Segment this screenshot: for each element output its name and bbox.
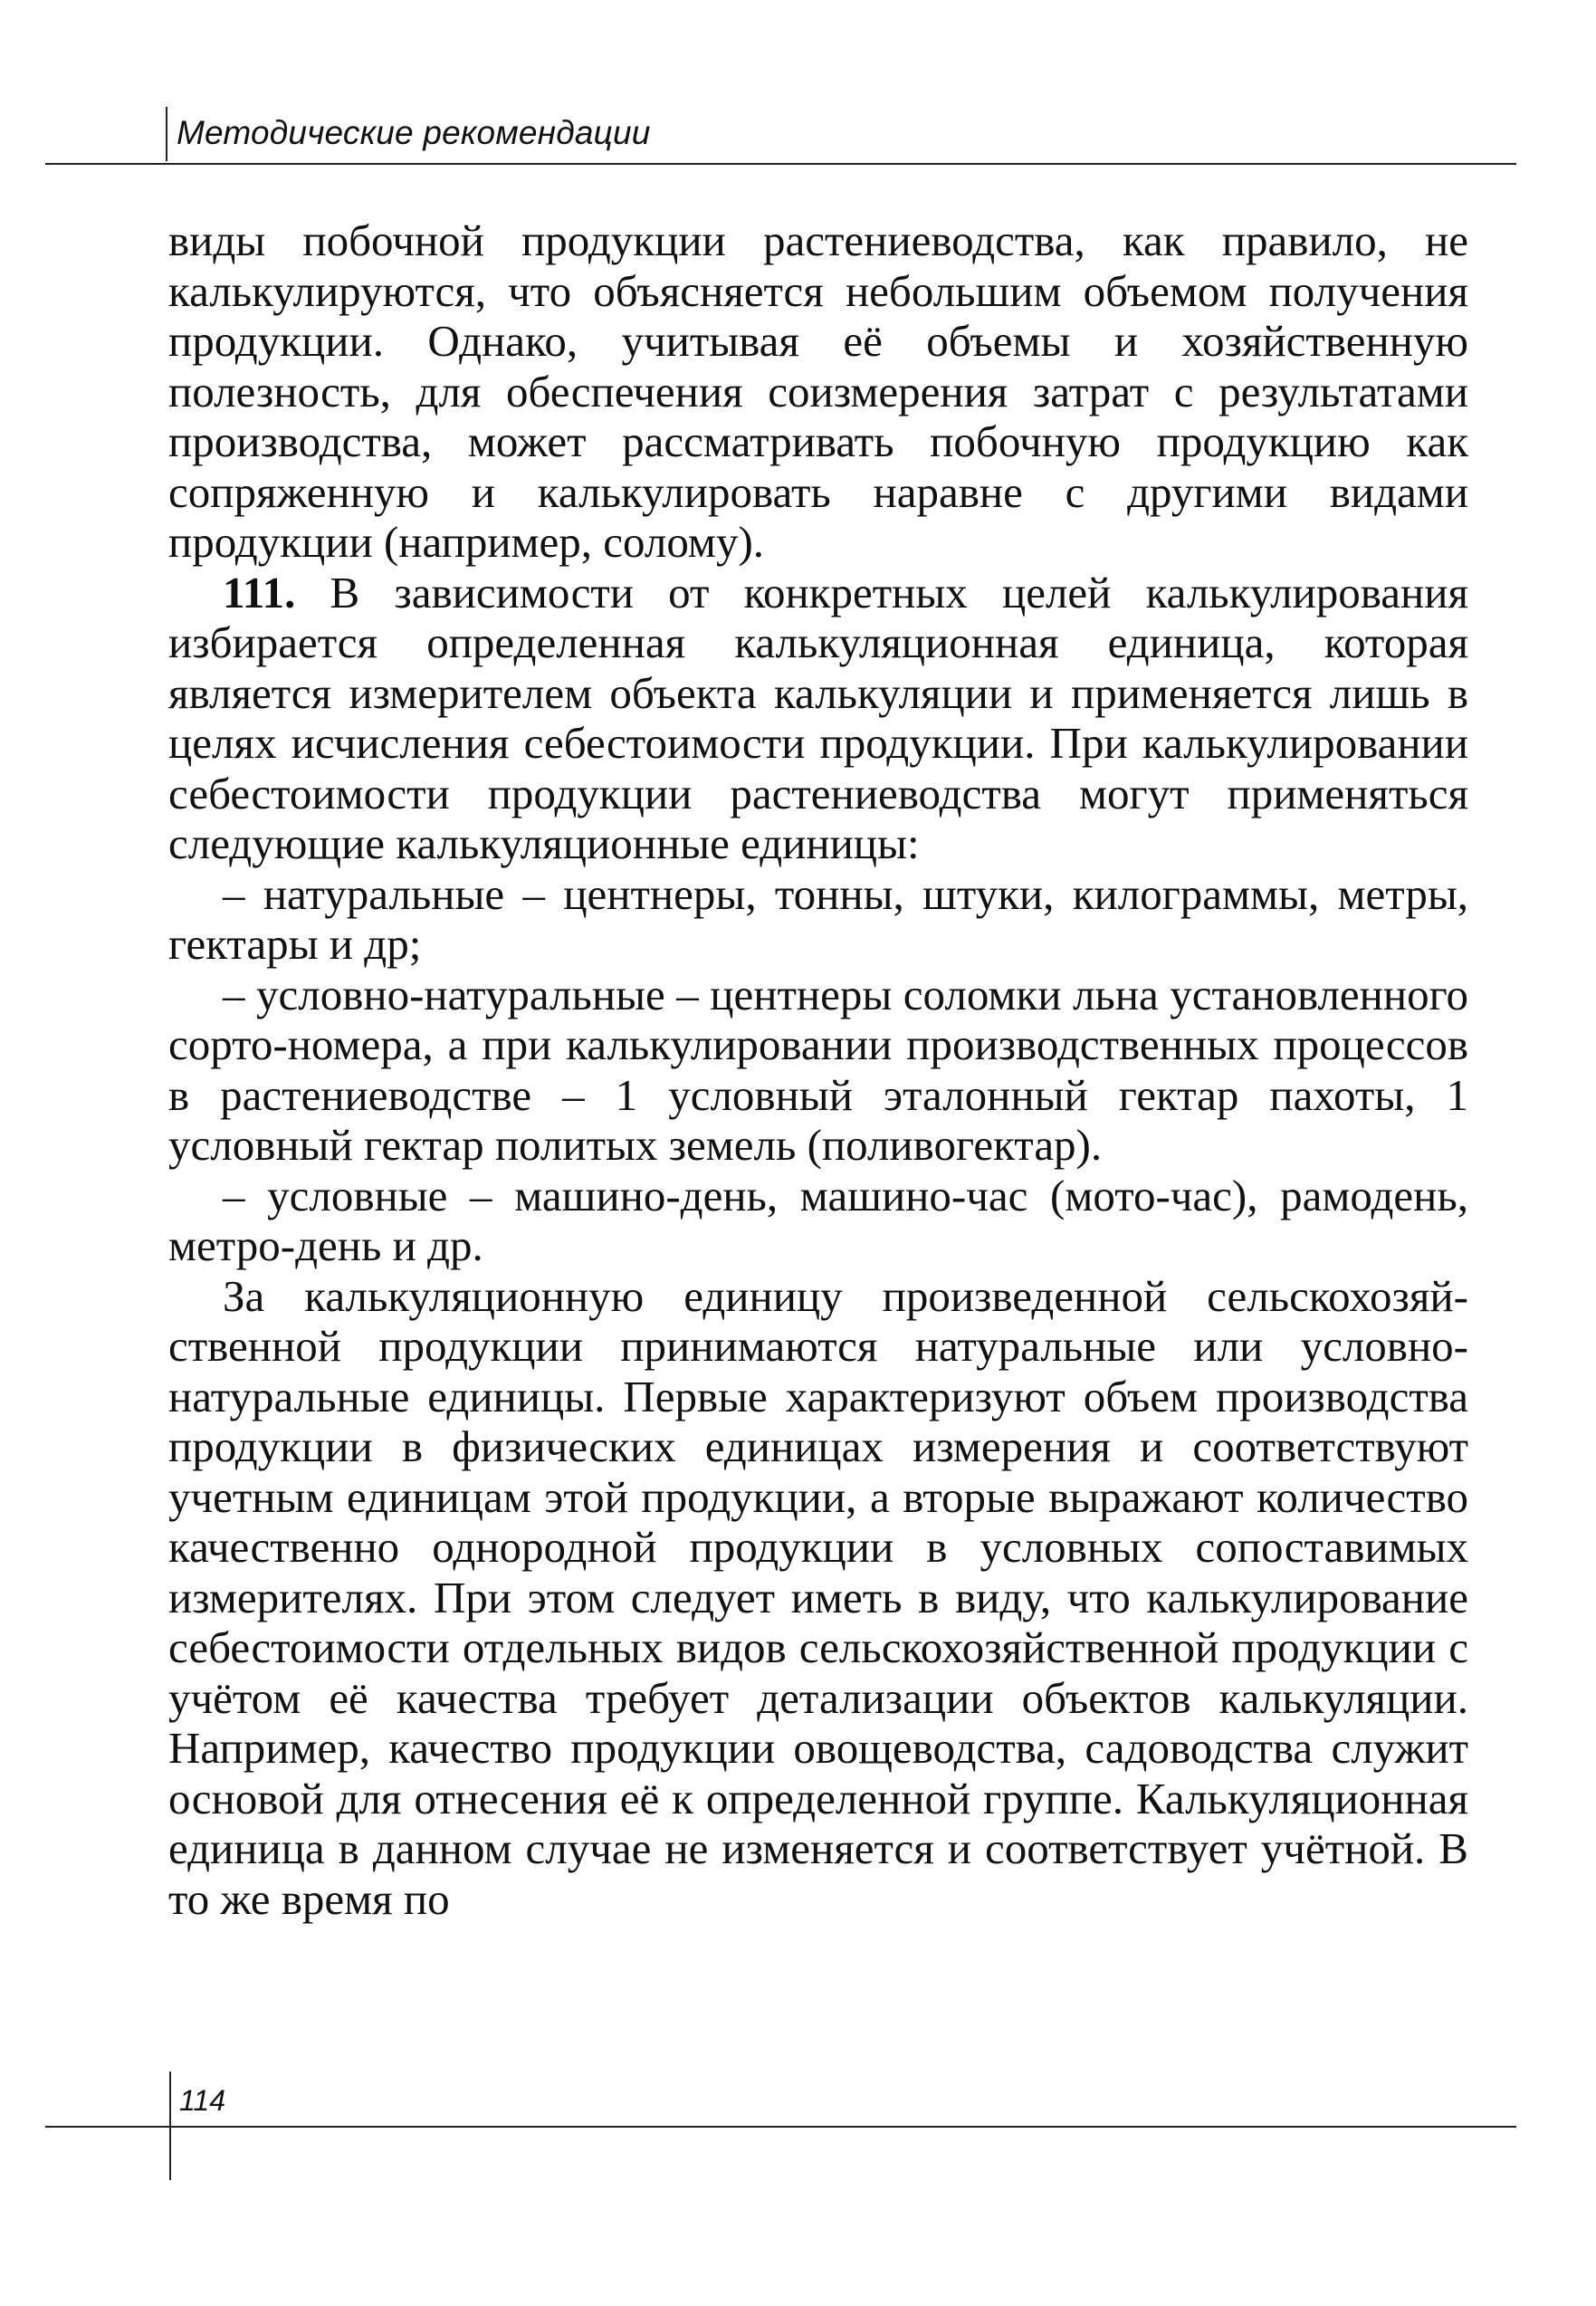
page-number: 114 (179, 2084, 226, 2117)
paragraph-calculation-unit: За калькуляционную единицу произведенной сельскохозяйственной продукции принимаются натуральные или условно-натуральные единицы. Первые характеризуют объем производства продукции в физических единицах измерения и соответствуют учетным единицам этой продукции, а вторые выражают количество качественно однородной продукции в условных сопоставимых измерителях. При этом следует иметь в виду, что калькулирование себестоимости отдельных видов сельскохозяйственной продукции с учётом её качества требует детализации объектов калькуляции. Например, качество продукции овощеводства, садоводства служит основой для отнесения её к определенной группе. Калькуляционная единица в данном случае не изменяется и соответствует учётной. В то же время по (168, 1270, 1468, 1924)
list-item-conditional: – условные – машино-день, машино-час (мото-час), рамодень, метро-день и др. (168, 1170, 1468, 1270)
header-horizontal-rule (45, 163, 1516, 165)
list-item-conditional-natural: – условно-натуральные – центнеры соломки льна установленного сорто-номера, а при калькулировании производственных процессов в растениеводстве – 1 условный эталонный гектар пахоты, 1 условный гектар политых земель (поливогектар). (168, 969, 1468, 1170)
list-item-natural: – натуральные – центнеры, тонны, штуки, килограммы, метры, гектары и др; (168, 868, 1468, 969)
paragraph-number: 111. (223, 567, 296, 617)
paragraph-111-text: В зависимости от конкретных целей калькулирования избирается определенная калькуляционная единица, которая является измерителем объекта калькуляции и применяется лишь в целях исчисления себестоимости продукции. При калькулировании себестоимости продукции растениеводства могут применяться следующие калькуляционные единицы: (168, 567, 1468, 868)
paragraph-1: виды побочной продукции растениеводства, как правило, не калькулируются, что объясняется небольшим объемом получения продукции. Однако, учитывая её объемы и хозяйственную полезность, для обеспечения соизмерения затрат с результатами производства, может рассматривать побочную продукцию как сопряженную и калькулировать наравне с другими видами продукции (например, солому). (168, 215, 1468, 567)
header-vertical-rule (166, 107, 167, 161)
footer-horizontal-rule (45, 2126, 1516, 2128)
paragraph-111 (168, 568, 1468, 869)
main-text (168, 215, 1468, 1924)
running-header: Методические рекомендации (177, 114, 651, 151)
